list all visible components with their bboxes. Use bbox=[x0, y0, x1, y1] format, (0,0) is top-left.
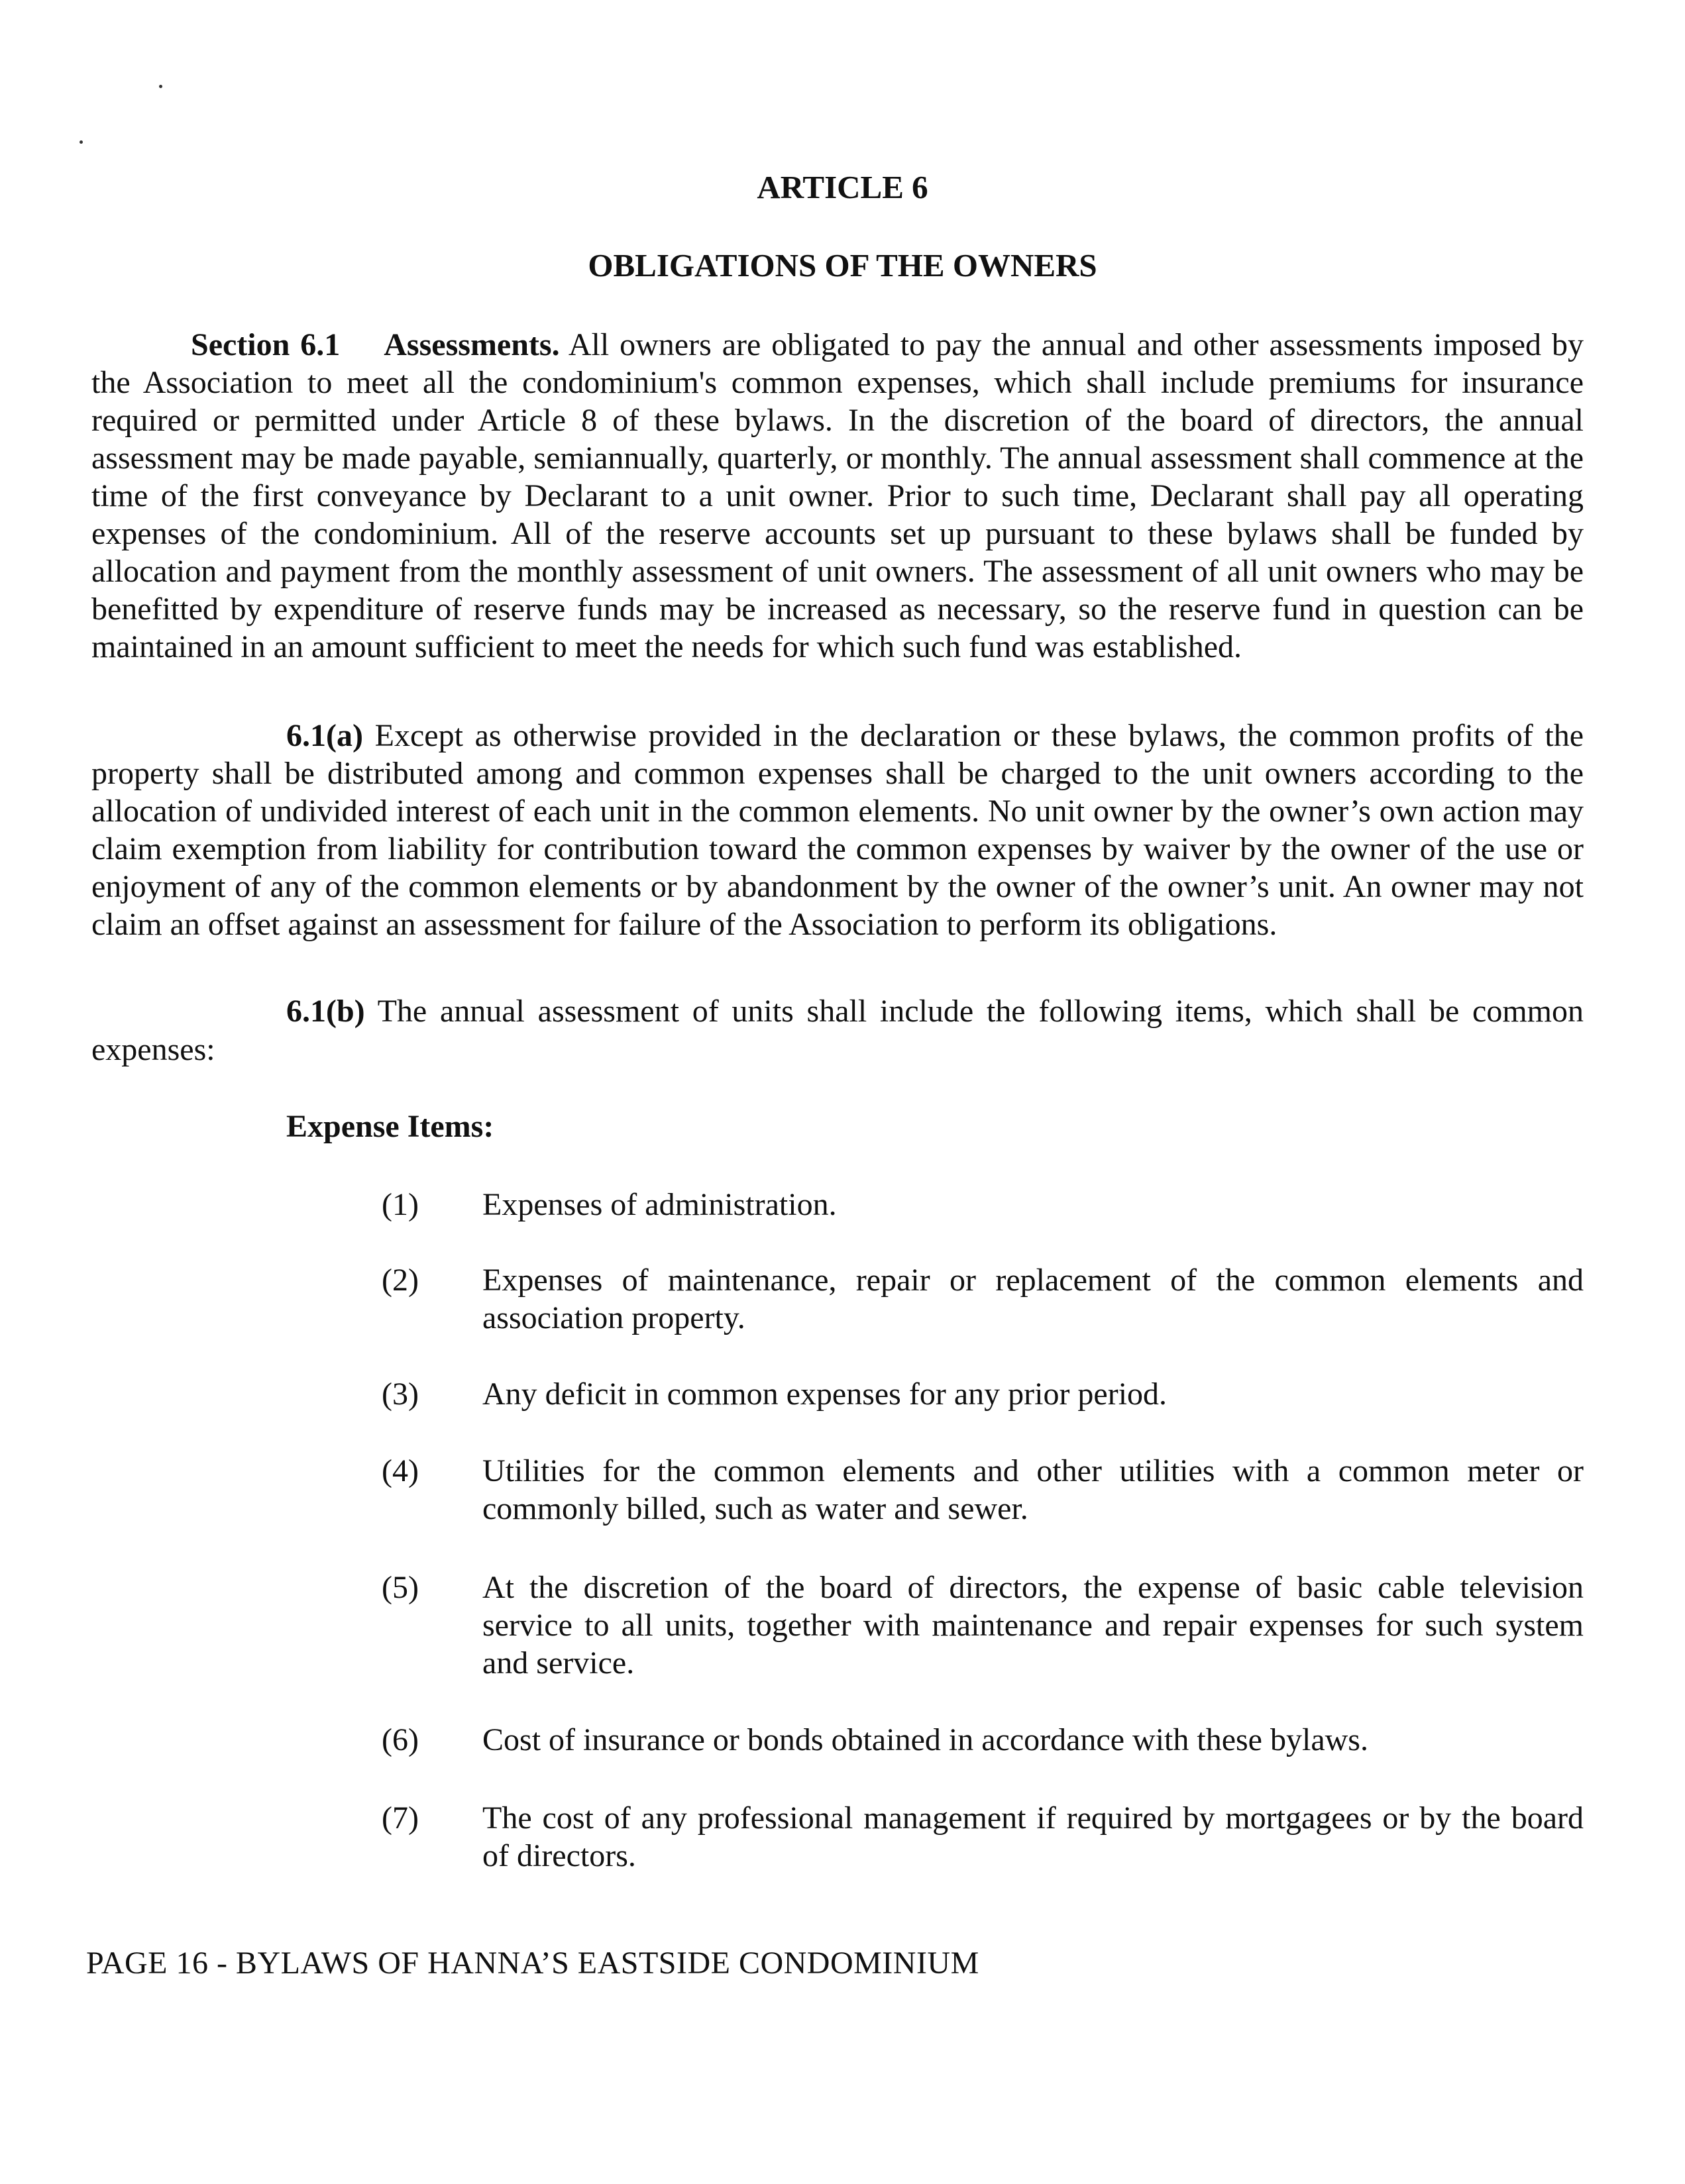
list-item-number: (6) bbox=[382, 1722, 419, 1757]
scan-speck bbox=[80, 140, 83, 144]
section-6-1-b-text: The annual assessment of units shall include the following items, which shall be common bbox=[377, 994, 1584, 1029]
list-item-text: Any deficit in common expenses for any prior period. bbox=[482, 1377, 1168, 1412]
section-6-1-b-line1 bbox=[286, 992, 1584, 1030]
section-6-1-b-line2: expenses: bbox=[91, 1032, 215, 1067]
list-item-text: The cost of any professional management if required by mortgagees or by the board of directors. bbox=[482, 1800, 1584, 1873]
list-item-number: (3) bbox=[382, 1377, 419, 1412]
section-6-1-text: All owners are obligated to pay the annual and other assessments imposed by the Association to meet all the condominium's common expenses, which shall include premiums for insurance required or permitted under Article 8 of these bylaws. In the discretion of the board of directors, the annual assessment may be made payable, semiannually, quarterly, or monthly. The annual assessment shall commence at the time of the first conveyance by Declarant to a unit owner. Prior to such time, Declarant shall pay all operating expenses of the condominium. All of the reserve accounts set up pursuant to these bylaws shall be funded by allocation and payment from the monthly assessment of unit owners. The assessment of all unit owners who may be benefitted by expenditure of reserve funds may be increased as necessary, so the reserve fund in question can be maintained in an amount sufficient to meet the needs for which such fund was established. bbox=[91, 327, 1584, 664]
list-item-text: At the discretion of the board of directors, the expense of basic cable television service to all units, together with maintenance and repair expenses for such system and service. bbox=[482, 1570, 1584, 1681]
section-6-1-label: Section 6.1 bbox=[191, 327, 341, 362]
list-item-text: Expenses of maintenance, repair or replacement of the common elements and association property. bbox=[482, 1263, 1584, 1335]
section-6-1-paragraph bbox=[91, 326, 1584, 666]
list-item-text: Expenses of administration. bbox=[482, 1187, 837, 1222]
section-6-1-a-label: 6.1(a) bbox=[286, 718, 363, 753]
section-6-1-a-text: Except as otherwise provided in the declaration or these bylaws, the common profits of the property shall be distributed among and common expenses shall be charged to the unit owners according to the allocation of undivided interest of each unit in the common elements. No unit owner by the owner’s own action may claim exemption from liability for contribution toward the common expenses by waiver by the owner of the use or enjoyment of any of the common elements or by abandonment by the owner of the owner’s unit. An owner may not claim an offset against an assessment for failure of the Association to perform its obligations. bbox=[91, 718, 1584, 942]
article-title: OBLIGATIONS OF THE OWNERS bbox=[588, 247, 1097, 284]
article-number: ARTICLE 6 bbox=[757, 169, 928, 205]
list-item-number: (5) bbox=[382, 1570, 419, 1605]
list-item-number: (1) bbox=[382, 1187, 419, 1222]
list-item-text: Cost of insurance or bonds obtained in accordance with these bylaws. bbox=[482, 1722, 1368, 1757]
list-item-number: (2) bbox=[382, 1263, 419, 1298]
expense-items-heading: Expense Items: bbox=[286, 1109, 494, 1144]
section-6-1-a-paragraph bbox=[91, 717, 1584, 943]
page-footer: PAGE 16 - BYLAWS OF HANNA’S EASTSIDE CONDOMINIUM bbox=[86, 1946, 979, 1981]
list-item-number: (4) bbox=[382, 1453, 419, 1488]
list-item-number: (7) bbox=[382, 1800, 419, 1836]
list-item-text: Utilities for the common elements and other utilities with a common meter or commonly billed, such as water and sewer. bbox=[482, 1453, 1584, 1526]
scan-speck bbox=[159, 85, 162, 88]
section-6-1-heading: Assessments. bbox=[384, 327, 560, 362]
section-6-1-b-label: 6.1(b) bbox=[286, 994, 365, 1029]
